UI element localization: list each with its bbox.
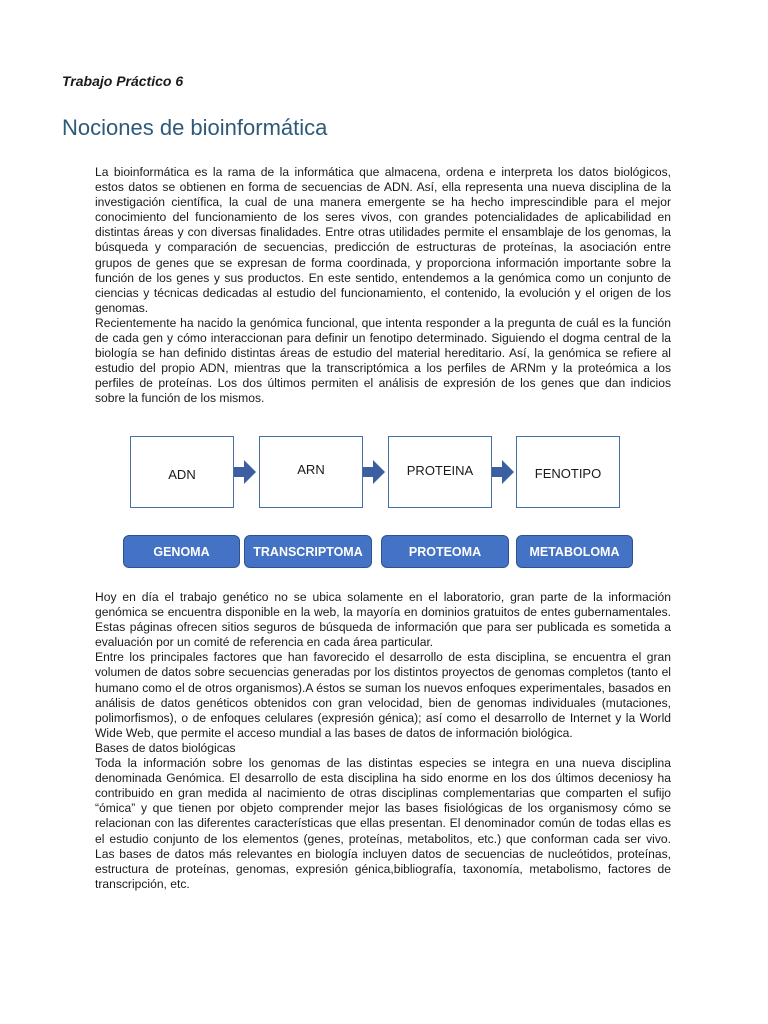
- diagram-box-proteina-label: PROTEINA: [406, 462, 474, 478]
- arrow-right-icon: [492, 460, 514, 484]
- document-title: Nociones de bioinformática: [62, 115, 328, 140]
- intro-section: [95, 165, 671, 407]
- pill-proteoma: PROTEOMA: [381, 535, 509, 568]
- section-subheading: Bases de datos biológicas: [95, 740, 236, 755]
- diagram-box-fenotipo-label: FENOTIPO: [534, 465, 602, 481]
- pill-metaboloma: METABOLOMA: [516, 535, 633, 568]
- intro-paragraph-1: La bioinformática es la rama de la informática que almacena, ordena e interpreta los datos biológicos, estos datos se obtienen en forma de secuencias de ADN. Así, ella representa una nueva disciplina de la investigación científica, la cual de una manera emergente se ha hecho imprescindible para el mejor conocimiento del funcionamiento de los seres vivos, con grandes potencialidades de aplicabilidad en distintas áreas y con diversas finalidades. Entre otras utilidades permite el ensamblaje de los genomas, la búsqueda y comparación de secuencias, predicción de estructuras de proteínas, la asociación entre grupos de genes que se expresan de forma coordinada, y proporciona información importante sobre la función de los genes y sus productos. En este sentido, entendemos a la genómica como un conjunto de ciencias y técnicas dedicadas al estudio del funcionamiento, el contenido, la evolución y el origen de los genomas.: [95, 165, 671, 315]
- diagram-box-fenotipo: [516, 436, 620, 508]
- pill-transcriptoma: TRANSCRIPTOMA: [244, 535, 372, 568]
- diagram-box-arn-label: ARN: [297, 461, 325, 477]
- diagram-box-adn: [130, 436, 234, 508]
- body-paragraph-3: Toda la información sobre los genomas de las distintas especies se integra en una nueva disciplina denominada Genómica. El desarrollo de esta disciplina ha sido enorme en los dos últimos deceniosy ha contribuido en gran medida al nacimiento de otras disciplinas complementarias que comparten el sufijo “ómica” y que tienen por objeto comprender mejor las bases fisiológicas de los organismosy cómo se relacionan con las diferentes características que ellas presentan. El denominador común de todas ellas es el estudio conjunto de los elementos (genes, proteínas, metabolitos, etc.) que conforman cada ser vivo. Las bases de datos más relevantes en biología incluyen datos de secuencias de nucleótidos, proteínas, estructura de proteínas, genomas, expresión génica,bibliografía, taxonomía, metabolismo, factores de transcripción, etc.: [95, 756, 671, 891]
- body-section: [95, 590, 671, 892]
- diagram-box-adn-label: ADN: [168, 466, 196, 482]
- arrow-right-icon: [363, 460, 385, 484]
- arrow-right-icon: [234, 460, 256, 484]
- intro-paragraph-2: Recientemente ha nacido la genómica funcional, que intenta responder a la pregunta de cuál es la función de cada gen y cómo interaccionan para definir un fenotipo determinado. Siguiendo el dogma central de la biología se han definido distintas áreas de estudio del material hereditario. Así, la genómica se refiere al estudio del propio ADN, mientras que la transcriptómica a los perfiles de ARNm y la proteómica a los perfiles de proteínas. Los dos últimos permiten el análisis de expresión de los genes que dan indicios sobre la función de los mismos.: [95, 315, 671, 406]
- diagram-box-proteina: [388, 436, 492, 508]
- body-paragraph-1: Hoy en día el trabajo genético no se ubica solamente en el laboratorio, gran parte de la información genómica se encuentra disponible en la web, la mayoría en dominios gratuitos de entes gubernamentales. Estas páginas ofrecen sitios seguros de búsqueda de información que para ser publicada es sometida a evaluación por un comité de referencia en cada área particular.: [95, 590, 671, 650]
- body-paragraph-2: Entre los principales factores que han favorecido el desarrollo de esta disciplina, se encuentra el gran volumen de datos sobre secuencias generadas por los distintos proyectos de genomas completos (tanto el humano como el de otros organismos).A éstos se suman los nuevos enfoques experimentales, basados en análisis de datos genéticos obtenidos con gran velocidad, bien de genomas individuales (mutaciones, polimorfismos), o de enfoques celulares (expresión génica); así como el desarrollo de Internet y la World Wide Web, que permite el acceso mundial a las bases de datos de información biológica.: [95, 650, 671, 740]
- page-label: Trabajo Práctico 6: [62, 73, 184, 89]
- pill-genoma: GENOMA: [123, 535, 240, 568]
- diagram-box-arn: [259, 436, 363, 508]
